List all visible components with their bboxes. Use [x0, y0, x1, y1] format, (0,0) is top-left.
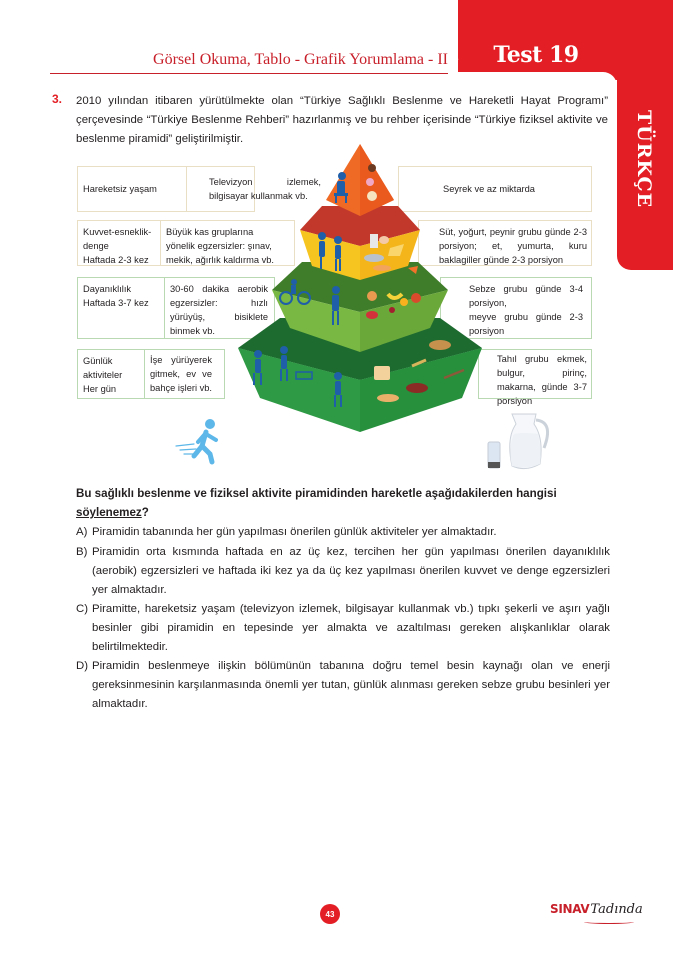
option-b[interactable] [76, 543, 610, 600]
activity-examples: 30-60 dakika aerobik egzersizler: hızlı yürüyüş, bisiklete binmek vb. [170, 284, 268, 336]
page-number: 43 [320, 904, 340, 924]
option-letter: A) [76, 526, 88, 538]
rice-bowl-icon [429, 340, 451, 350]
question-stem [76, 484, 608, 522]
orange-icon [400, 298, 408, 306]
potato-icon [367, 291, 377, 301]
brand-logo [550, 902, 643, 924]
activity-examples: İşe yürüyerek gitmek, ev ve bahçe işleri vb. [150, 355, 213, 393]
bread-icon [374, 366, 390, 380]
activity-nutrition-pyramid [220, 140, 500, 440]
subject-label [624, 110, 664, 260]
activity-frequency: Haftada 2-3 kez [83, 255, 149, 265]
option-c[interactable] [76, 600, 610, 657]
baguette-icon [377, 394, 399, 402]
option-text: Piramidin beslenmeye ilişkin bölümünün tabanına doğru temel besin kaynağı olan ve enerji gereksinmesinin karşılanmasında önemli yer tutan, günlük alınması gereken sebze grubu besinleri yer almaktadır. [92, 660, 610, 710]
question-stem-text: Bu sağlıklı beslenme ve fiziksel aktivite piramidinden hareketle aşağıdakilerden hangisi [76, 487, 557, 500]
option-text: Piramidin orta kısmında haftada en az üç kez, tercihen her gün yapılması önerilen dayanıklılık (aerobik) egzersizleri ve haftada iki kez ya da üç kez yapılması önerilen kuvvet ve denge egzersizleri yer almaktadır. [92, 546, 610, 596]
watermelon-icon [366, 311, 378, 319]
food-text: Seyrek ve az miktarda [443, 184, 535, 194]
option-text: Piramidin tabanında her gün yapılması önerilen günlük aktiviteler yer almaktadır. [92, 526, 497, 538]
brand-name-b: Tadında [590, 902, 643, 917]
pyramid-tier-top [326, 144, 394, 216]
sausage-icon [373, 265, 391, 271]
activity-level: Günlük aktiviteler [83, 356, 123, 380]
question-stem-end: ? [141, 506, 149, 519]
option-letter: D) [76, 660, 89, 672]
subject-text: TÜRKÇE [633, 110, 655, 209]
chocolate-icon [368, 164, 376, 172]
food-text: Tahıl grubu ekmek, bulgur, pirinç, makarna, günde 3-7 porsiyon [497, 354, 587, 406]
milk-icon [370, 234, 378, 248]
brand-name-a: SINAV [550, 902, 590, 916]
food-text-vegetables: Sebze grubu günde 3-4 porsiyon, [469, 284, 583, 308]
food-text: Süt, yoğurt, peynir grubu günde 2-3 porsiyon; et, yumurta, kuru baklagiller günde 2-3 porsiyon [439, 227, 587, 265]
ice-cream-icon [367, 191, 377, 201]
beans-bowl-icon [406, 383, 428, 393]
question-number: 3. [52, 92, 63, 106]
fish-icon [364, 254, 384, 262]
option-text: Piramitte, hareketsiz yaşam (televizyon izlemek, bilgisayar kullanmak vb.) tıpkı şekerli ve aşırı yağlı besinler gibi piramidin en tepesinde yer almakta ve azaltılması gereken alışkanlıklar olarak belirtilmektedir. [92, 603, 610, 653]
activity-examples: Büyük kas gruplarına yönelik egzersizler: şınav, mekik, ağırlık kaldırma vb. [166, 227, 274, 265]
running-person-icon [172, 410, 242, 470]
question-intro-text: 2010 yılından itibaren yürütülmekte olan “Türkiye Sağlıklı Beslenme ve Hareketli Hayat Programı” çerçevesinde “Türkiye Beslenme Rehberi” hazırlanmış ve bu rehber içerisinde “Türkiye fiziksel aktivite ve beslenme piramidi” geliştirilmiştir. [76, 95, 608, 145]
section-title: Görsel Okuma, Tablo - Grafik Yorumlama - II [153, 51, 448, 68]
cherries-icon [389, 307, 395, 313]
question-stem-negation: söylenemez [76, 506, 142, 519]
shrimp-icon [379, 236, 389, 244]
apple-icon [411, 293, 421, 303]
option-a[interactable] [76, 523, 610, 542]
activity-level: Kuvvet-esneklik-denge [83, 227, 152, 251]
brand-swoosh [584, 920, 634, 924]
option-letter: B) [76, 546, 88, 558]
header-rule [50, 73, 448, 74]
activity-row-daily [77, 349, 225, 399]
activity-examples: Televizyon izlemek, bilgisayar kullanmak vb. [209, 177, 321, 201]
activity-frequency: Her gün [83, 384, 117, 394]
option-d[interactable] [76, 657, 610, 714]
candy-icon [366, 178, 374, 186]
milk-jug-icon [484, 408, 564, 472]
test-label: Test 19 [493, 42, 579, 68]
activity-frequency: Haftada 3-7 kez [83, 298, 149, 308]
activity-level: Hareketsiz yaşam [83, 184, 157, 194]
activity-level: Dayanıklılık [83, 284, 132, 294]
option-letter: C) [76, 603, 89, 615]
food-text-fruit: meyve grubu günde 2-3 porsiyon [469, 312, 583, 336]
